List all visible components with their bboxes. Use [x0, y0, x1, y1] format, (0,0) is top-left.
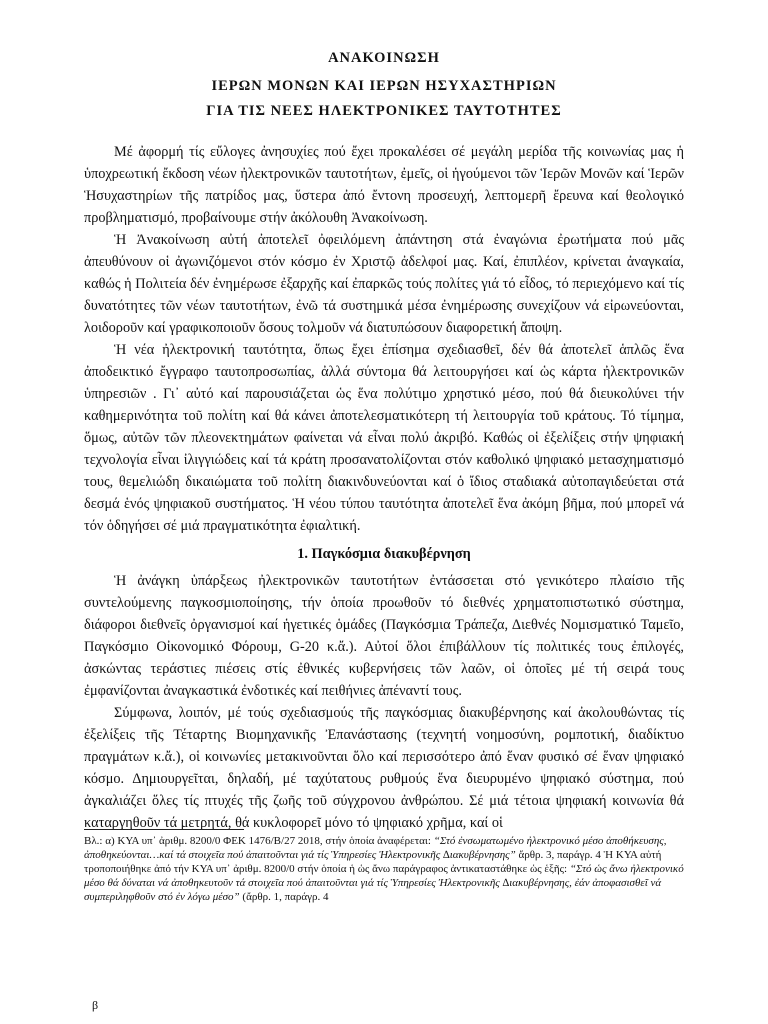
footnote-text: (ἄρθρ. 1, παράγρ. 4: [239, 891, 329, 903]
footnote-divider: [84, 829, 244, 830]
section-heading: 1. Παγκόσμια διακυβέρνηση: [297, 546, 471, 562]
footnote: [84, 834, 684, 904]
document-title: ΑΝΑΚΟΙΝΩΣΗ: [328, 50, 440, 66]
footnote-quote: “Στό ὡς ἄνω ἠλεκτρονικό μέσο θά δύναται νά ἀποθηκευτοῦν τά στοιχεῖα πού ἀπαιτοῦνται γιά τίς Ὑπηρεσίες Ἠλεκτρονικῆς ∆ιακυβέρνησης, ἐάν ἀποφασισθεῖ νά συμπεριληφθοῦν στό ἐν λόγω μέσο”: [84, 863, 684, 903]
paragraph: Σύμφωνα, λοιπόν, μέ τούς σχεδιασμούς τῆς παγκόσμιας διακυβέρνησης καί ἀκολουθώντας τίς ἐξελίξεις τῆς Τέταρτης Βιομηχανικῆς Ἐπανάστασης (τεχνητή νοημοσύνη, ρομποτική, διαδίκτυο πραγμάτων κ.ἄ.), οἱ κοινωνίες μετακινοῦνται ὅλο καί περισσότερο ἀπό ἕναν φυσικό σέ ἕναν ψηφιακό κόσμο. Δημιουργεῖται, δηλαδή, μέ ταχύτατους ρυθμούς ἕνα διευρυμένο ψηφιακό σύστημα, πού ἀγκαλιάζει ὅλες τίς πτυχές τῆς ζωῆς τοῦ σύγχρονου ἀνθρώπου. Σέ μιά τέτοια ψηφιακή κοινωνία θά καταργηθοῦν τά μετρητά, θά κυκλοφορεῖ μόνο τό ψηφιακό χρῆμα, καί οἱ: [84, 705, 684, 831]
paragraph: Μέ ἀφορμή τίς εὔλογες ἀνησυχίες πού ἔχει προκαλέσει σέ μεγάλη μερίδα τῆς κοινωνίας μας ἡ ὑποχρεωτική ἔκδοση νέων ἠλεκτρονικῶν ταυτοτήτων, ἐμεῖς, οἱ ἡγούμενοι τῶν Ἱερῶν Μονῶν καί Ἱερῶν Ἡσυχαστηρίων τῆς πατρίδος μας, ὕστερα ἀπό ἔντονη προσευχή, λεπτομερῆ ἔρευνα καί θεολογικό προβληματισμό, προβαίνουμε στήν ἀκόλουθη Ἀνακοίνωση.: [84, 144, 684, 226]
intro-section: [84, 141, 684, 537]
footnote-marker: β: [92, 998, 99, 1012]
paragraph: Ἡ Ἀνακοίνωση αὐτή ἀποτελεῖ ὀφειλόμενη ἀπάντηση στά ἐναγώνια ἐρωτήματα πού μᾶς ἀπευθύνουν οἱ ἀγωνιζόμενοι στόν κόσμο ἐν Χριστῷ ἀδελφοί μας. Καί, ἐπιπλέον, κρίνεται ἀναγκαία, καθώς ἡ Πολιτεία δέν ἐνημέρωσε ἐξαρχῆς καί ἐπαρκῶς τούς πολίτες γιά τό εἶδος, τό περιεχόμενο καί τίς δυνατότητες τῶν νέων ταυτοτήτων, ἐνῶ τά συστημικά μέσα ἐνημέρωσης συνεχίζουν νά εἰρωνεύονται, λοιδοροῦν καί γραφικοποιοῦν ὅσους τολμοῦν νά διατυπώσουν διαφορετική ἄποψη.: [84, 232, 684, 336]
document-subtitle-line1: ΙΕΡΩΝ ΜΟΝΩΝ ΚΑΙ ΙΕΡΩΝ ΗΣΥΧΑΣΤΗΡΙΩΝ: [211, 78, 557, 94]
footnote-text: ἄρθρ. 3, παράγρ. 4 Ἡ ΚΥΑ αὐτή τροποποιήθηκε ἀπό τήν ΚΥΑ υπ᾿ ἀριθμ. 8200/0 στήν ὁποία ἡ ὡς ἄνω παράγραφος ἀντικαταστάθηκε ὡς ἑξῆς:: [84, 849, 662, 875]
section-body: [84, 570, 684, 834]
footnote-text: Βλ.: α) ΚΥΑ υπ᾿ ἀριθμ. 8200/0 ΦΕΚ 1476/Β/27 2018, στήν ὁποία ἀναφέρεται:: [84, 835, 434, 847]
footnote-quote: “Στό ἐνσωματωμένο ἠλεκτρονικό μέσο ἀποθήκευσης, ἀποθηκεύονται…καί τά στοιχεῖα πού ἀπαιτοῦνται γιά τίς Ὑπηρεσίες Ἠλεκτρονικῆς ∆ιακυβέρνησης”: [84, 835, 667, 861]
document-subtitle-line2: ΓΙΑ ΤΙΣ ΝΕΕΣ ΗΛΕΚΤΡΟΝΙΚΕΣ ΤΑΥΤΟΤΗΤΕΣ: [206, 103, 562, 119]
paragraph: Ἡ νέα ἠλεκτρονική ταυτότητα, ὅπως ἔχει ἐπίσημα σχεδιασθεῖ, δέν θά ἀποτελεῖ ἁπλῶς ἕνα ἀποδεικτικό ἔγγραφο ταυτοπροσωπίας, ἀλλά σύντομα θά λειτουργήσει καί ὡς κάρτα ἠλεκτρονικῶν ὑπηρεσιῶν . Γι᾿ αὐτό καί παρουσιάζεται ὡς ἕνα πολύτιμο χρηστικό μέσο, πού θά διευκολύνει τήν καθημερινότητα τοῦ πολίτη καί θά κάνει ἀποτελεσματικότερη τή λειτουργία τοῦ κράτους. Τό τίμημα, ὅμως, αὐτῶν τῶν πλεονεκτημάτων φαίνεται νά εἶναι πολύ ἀκριβό. Καθώς οἱ ἐξελίξεις στήν ψηφιακή τεχνολογία εἶναι ἰλιγγιώδεις καί τά κράτη προσανατολίζονται στόν καθολικό ψηφιακό μετασχηματισμό τους, θεμελιώδη δικαιώματα τοῦ πολίτη διακινδυνεύονται καί ὁ ἴδιος σταδιακά αὐτοπαγιδεύεται στά δεσμά ἑνός ψηφιακοῦ συστήματος. Ἡ νέου τύπου ταυτότητα ἀποτελεῖ ἕνα ἀκόμη βῆμα, πού μπορεῖ νά τόν ὁδηγήσει σέ μιά πραγματικότητα ἐφιαλτική.: [84, 342, 684, 534]
paragraph: Ἡ ἀνάγκη ὑπάρξεως ἠλεκτρονικῶν ταυτοτήτων ἐντάσσεται στό γενικότερο πλαίσιο τῆς συντελούμενης παγκοσμιοποίησης, τήν ὁποία προωθοῦν τό διεθνές χρηματοπιστωτικό σύστημα, διάφοροι διεθνεῖς ὀργανισμοί καί ἡγετικές ὁμάδες (Παγκόσμια Τράπεζα, Διεθνές Νομισματικό Ταμεῖο, Παγκόσμιο Οἰκονομικό Φόρουμ, G-20 κ.ἄ.). Αὐτοί ὅλοι ἐπιβάλλουν τίς πολιτικές τους ἐπιλογές, ἀσκώντας τεράστιες πιέσεις στίς ἐθνικές κυβερνήσεις τῶν λαῶν, οἱ ὁποῖες μέ τή σειρά τους ἐμφανίζονται ἀναγκαστικά ἐνδοτικές καί πειθήνιες ἀπέναντί τους.: [84, 573, 684, 699]
